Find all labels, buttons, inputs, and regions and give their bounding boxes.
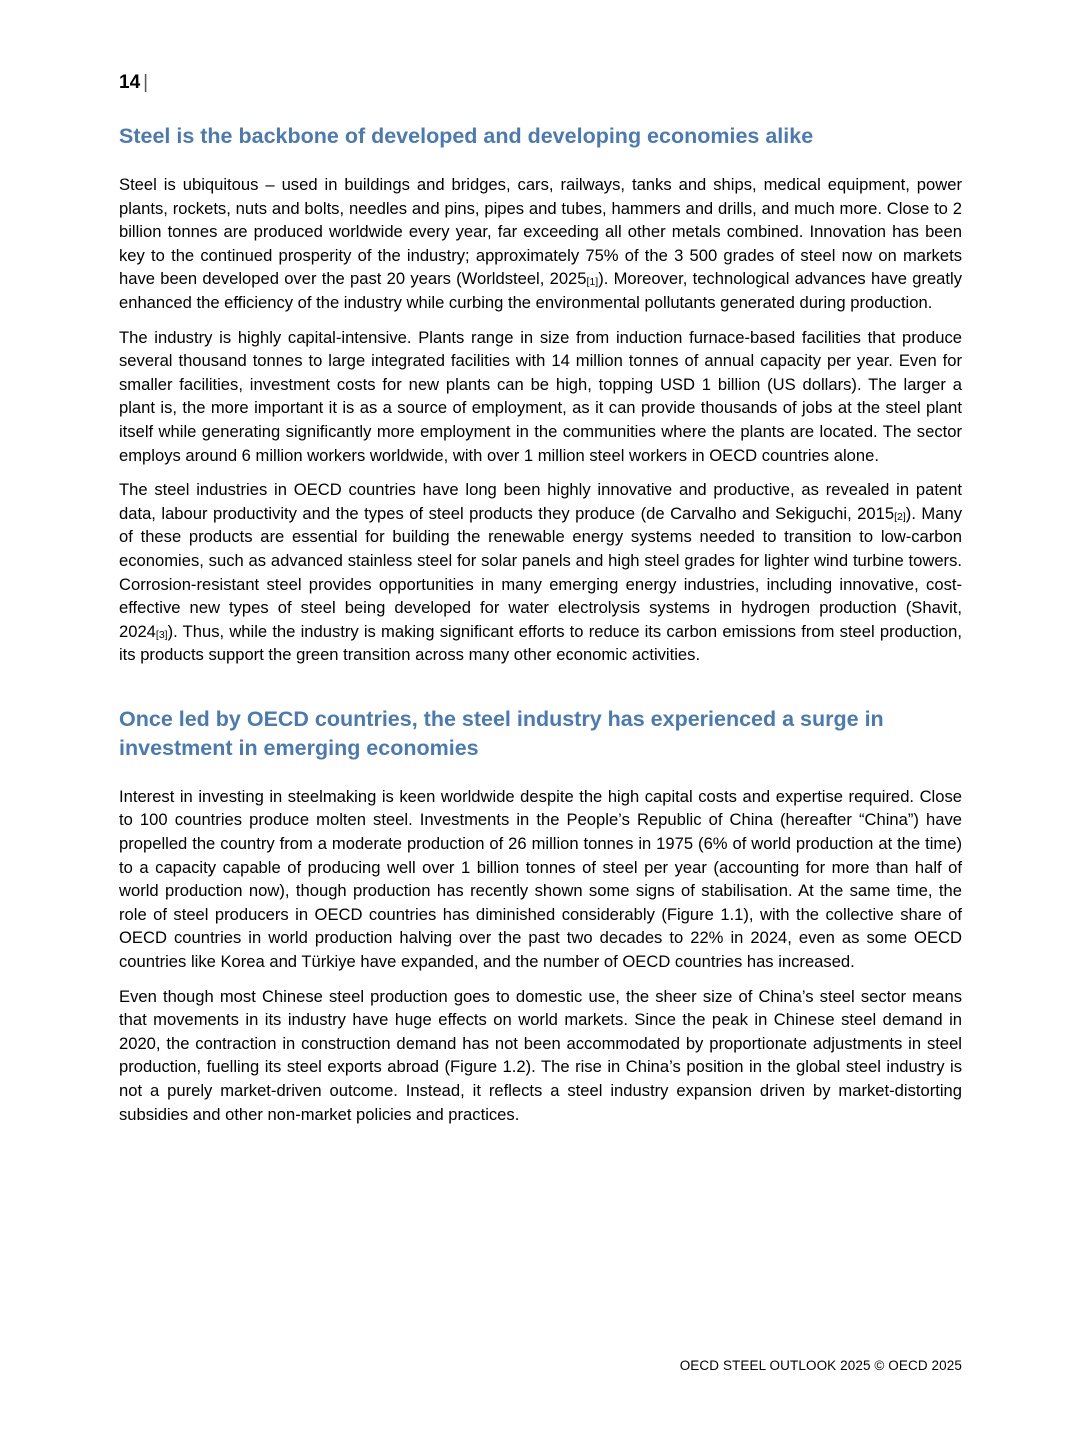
citation-ref: [1]	[586, 276, 599, 289]
paragraph-text: Even though most Chinese steel production goes to domestic use, the sheer size of China’s steel sector means that movements in its industry have huge effects on world markets. Since the peak in Chinese steel demand in 2020, the contraction in construction demand has not been accommodated by proportionate adjustments in steel production, fuelling its steel exports abroad (Figure 1.2). The rise in China’s position in the global steel industry is not a purely market-driven outcome. Instead, it reflects a steel industry expansion driven by market-distorting subsidies and other non-market policies and practices.	[119, 986, 962, 1124]
paragraph-text: Steel is ubiquitous – used in buildings and bridges, cars, railways, tanks and ships, medical equipment, power plants, rockets, nuts and bolts, needles and pins, pipes and tubes, hammers and drills, and much more. Close to 2 billion tonnes are produced worldwide every year, far exceeding all other metals combined. Innovation has been key to the continued prosperity of the industry; approximately 75% of the 3 500 grades of steel now on markets have been developed over the past 20 years (Worldsteel, 2025	[119, 175, 962, 289]
paragraph-capital-intensive	[119, 326, 962, 468]
paragraph-text: The steel industries in OECD countries have long been highly innovative and productive, as revealed in patent data, labour productivity and the types of steel products they produce (de Carvalho and Sekiguchi, 2015	[119, 480, 962, 523]
paragraph-china-effects	[119, 985, 962, 1127]
citation-ref: [3]	[155, 628, 168, 641]
page-number-value: 14	[119, 72, 141, 93]
page-number-separator: |	[143, 72, 149, 93]
citation-ref: [2]	[894, 510, 906, 523]
section-heading-steel-backbone: Steel is the backbone of developed and developing economies alike	[119, 124, 814, 148]
paragraph-text: The industry is highly capital-intensive. Plants range in size from induction furnace-based facilities that produce several thousand tonnes to large integrated facilities with 14 million tonnes of annual capacity per year. Even for smaller facilities, investment costs for new plants can be high, topping USD 1 billion (US dollars). The larger a plant is, the more important it is as a source of employment, as it can provide thousands of jobs at the steel plant itself while generating significantly more employment in the communities where the plants are located. The sector employs around 6 million workers worldwide, with over 1 million steel workers in OECD countries alone.	[119, 327, 962, 465]
paragraph-text: Interest in investing in steelmaking is keen worldwide despite the high capital costs and expertise required. Close to 100 countries produce molten steel. Investments in the People’s Republic of China (hereafter “China”) have propelled the country from a moderate production of 26 million tonnes in 1975 (6% of world production at the time) to a capacity capable of producing well over 1 billion tonnes of steel per year (accounting for more than half of world production now), though production has recently shown some signs of stabilisation. At the same time, the role of steel producers in OECD countries has diminished considerably (Figure 1.1), with the collective share of OECD countries in world production halving over the past two decades to 22% in 2024, even as some OECD countries like Korea and Türkiye have expanded, and the number of OECD countries has increased.	[119, 786, 962, 972]
paragraph-steel-ubiquitous	[119, 173, 962, 315]
paragraph-innovation	[119, 478, 962, 667]
paragraph-text: ). Thus, while the industry is making significant efforts to reduce its carbon emissions from steel production, its products support the green transition across many other economic activities.	[119, 621, 962, 665]
page-number	[119, 72, 148, 94]
section-heading-emerging-economies: Once led by OECD countries, the steel industry has experienced a surge in investment in emerging economies	[119, 706, 884, 760]
document-body	[119, 122, 962, 1137]
paragraph-text: ). Moreover, technological advances have greatly enhanced the efficiency of the industry while curbing the environmental pollutants generated during production.	[119, 269, 962, 312]
page-footer: OECD STEEL OUTLOOK 2025 © OECD 2025	[679, 1358, 962, 1373]
paragraph-investment-interest	[119, 785, 962, 974]
paragraph-text: ). Many of these products are essential for building the renewable energy systems needed to transition to low-carbon economies, such as advanced stainless steel for solar panels and high steel grades for lighter wind turbine towers. Corrosion-resistant steel provides opportunities in many emerging energy industries, including innovative, cost-effective new types of steel being developed for water electrolysis systems in hydrogen production (Shavit, 2024	[119, 503, 962, 641]
